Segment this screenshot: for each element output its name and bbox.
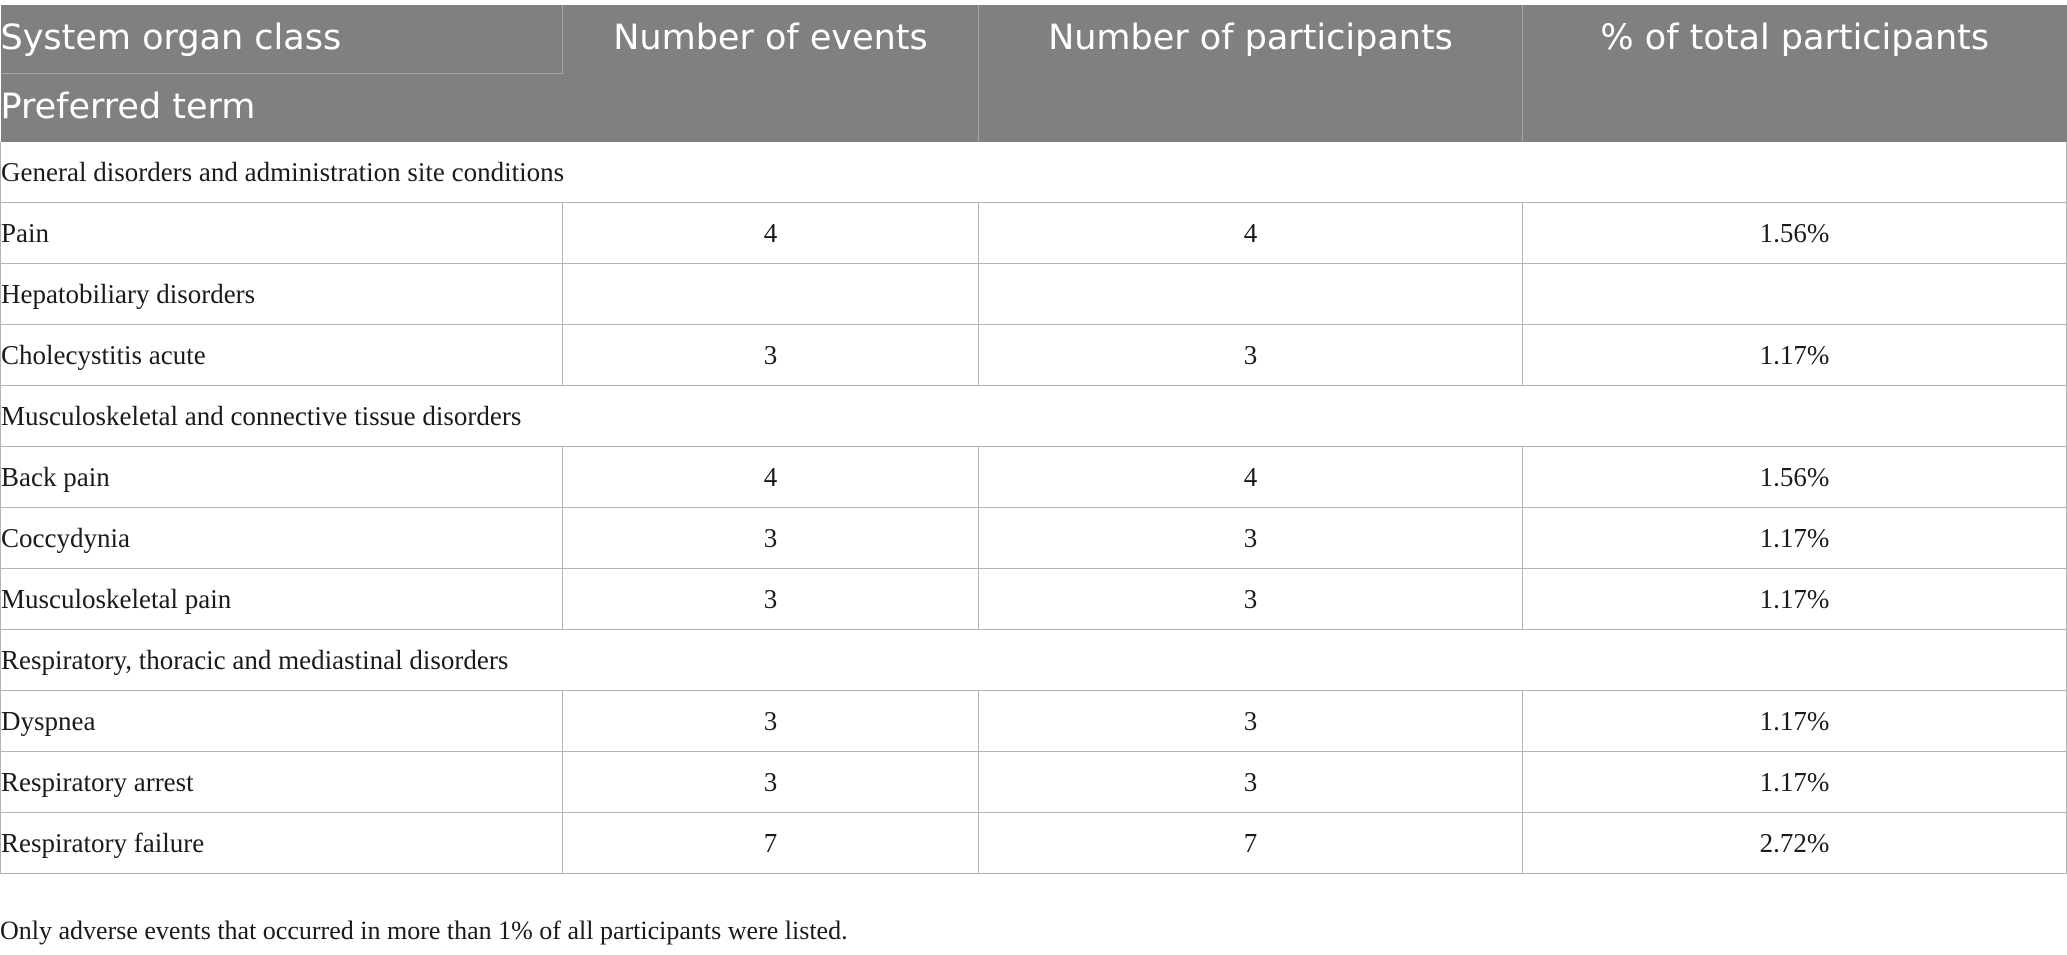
- table-footnote: Only adverse events that occurred in more than 1% of all participants were listed.: [0, 916, 848, 945]
- pct-value: 1.17%: [1523, 752, 2067, 813]
- header-system-organ-class: System organ class: [1, 5, 563, 74]
- header-preferred-term: Preferred term: [1, 74, 563, 143]
- adverse-events-table: [0, 5, 2067, 874]
- adverse-events-table-container: [0, 5, 2066, 874]
- events-value: 3: [563, 569, 979, 630]
- empty-cell: [1523, 264, 2067, 325]
- table-header: [1, 5, 2067, 142]
- pct-value: 1.17%: [1523, 508, 2067, 569]
- system-organ-class-row: [1, 386, 2067, 447]
- events-value: 4: [563, 447, 979, 508]
- participants-value: 7: [979, 813, 1523, 874]
- preferred-term-label: Cholecystitis acute: [1, 325, 563, 386]
- participants-value: 4: [979, 447, 1523, 508]
- participants-value: 3: [979, 752, 1523, 813]
- participants-value: 4: [979, 203, 1523, 264]
- system-organ-class-label: General disorders and administration site conditions: [1, 142, 2067, 203]
- preferred-term-row: [1, 569, 2067, 630]
- pct-value: 1.17%: [1523, 569, 2067, 630]
- system-organ-class-row: [1, 264, 2067, 325]
- system-organ-class-label: Hepatobiliary disorders: [1, 264, 563, 325]
- preferred-term-row: [1, 203, 2067, 264]
- pct-value: 1.17%: [1523, 691, 2067, 752]
- events-value: 7: [563, 813, 979, 874]
- empty-cell: [563, 264, 979, 325]
- preferred-term-row: [1, 691, 2067, 752]
- empty-cell: [979, 264, 1523, 325]
- events-value: 3: [563, 752, 979, 813]
- preferred-term-label: Respiratory arrest: [1, 752, 563, 813]
- preferred-term-label: Dyspnea: [1, 691, 563, 752]
- header-number-of-events: Number of events: [563, 5, 979, 142]
- pct-value: 1.56%: [1523, 447, 2067, 508]
- preferred-term-row: [1, 813, 2067, 874]
- events-value: 3: [563, 325, 979, 386]
- pct-value: 2.72%: [1523, 813, 2067, 874]
- system-organ-class-label: Respiratory, thoracic and mediastinal disorders: [1, 630, 2067, 691]
- preferred-term-label: Respiratory failure: [1, 813, 563, 874]
- preferred-term-label: Musculoskeletal pain: [1, 569, 563, 630]
- system-organ-class-row: [1, 142, 2067, 203]
- preferred-term-label: Coccydynia: [1, 508, 563, 569]
- participants-value: 3: [979, 691, 1523, 752]
- table-body: [1, 142, 2067, 874]
- pct-value: 1.17%: [1523, 325, 2067, 386]
- system-organ-class-row: [1, 630, 2067, 691]
- header-pct-total-participants: % of total participants: [1523, 5, 2067, 142]
- preferred-term-label: Back pain: [1, 447, 563, 508]
- preferred-term-row: [1, 447, 2067, 508]
- participants-value: 3: [979, 569, 1523, 630]
- events-value: 3: [563, 691, 979, 752]
- pct-value: 1.56%: [1523, 203, 2067, 264]
- preferred-term-row: [1, 508, 2067, 569]
- participants-value: 3: [979, 325, 1523, 386]
- system-organ-class-label: Musculoskeletal and connective tissue disorders: [1, 386, 2067, 447]
- events-value: 3: [563, 508, 979, 569]
- participants-value: 3: [979, 508, 1523, 569]
- events-value: 4: [563, 203, 979, 264]
- header-number-of-participants: Number of participants: [979, 5, 1523, 142]
- preferred-term-row: [1, 325, 2067, 386]
- preferred-term-label: Pain: [1, 203, 563, 264]
- preferred-term-row: [1, 752, 2067, 813]
